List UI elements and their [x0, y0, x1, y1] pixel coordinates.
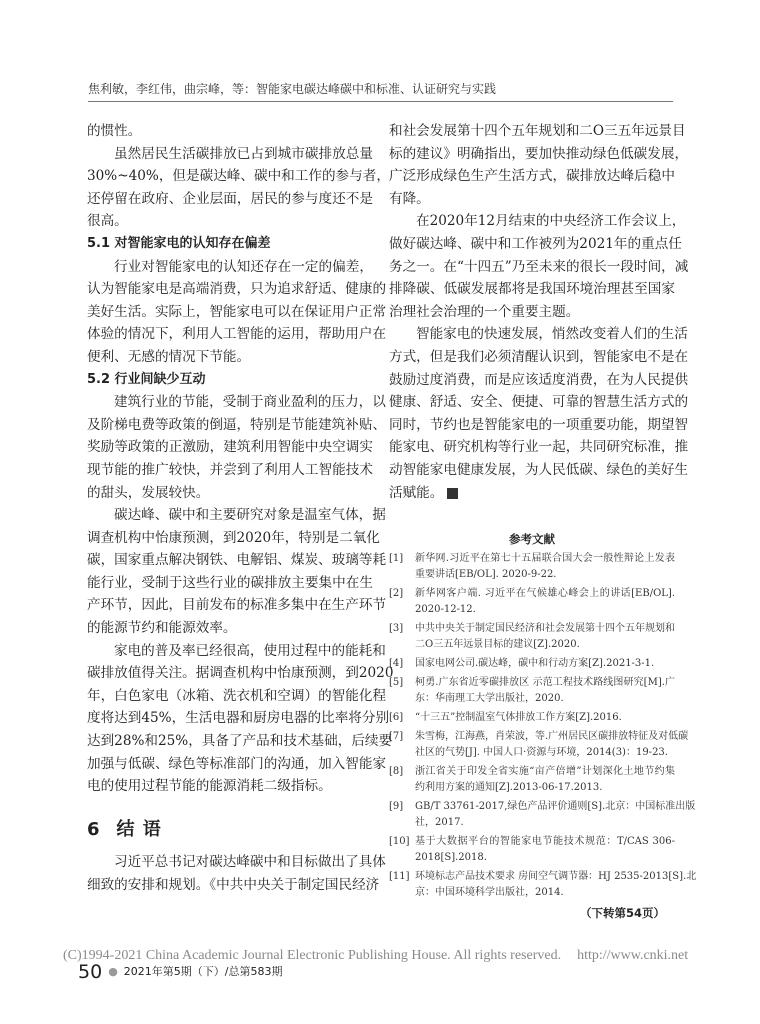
line-text: 虽然居民生活碳排放已占到城市碳排放总量 [114, 145, 373, 162]
copyright-text: (C)1994-2021 China Academic Journal Electronic Publishing House. All rights reserved. [63, 948, 562, 963]
cnki-link[interactable]: http://www.cnki.net [577, 948, 689, 963]
paragraph-line [389, 143, 689, 166]
line-text: 体验的情况下，利用人工智能的运用，帮助用户在 [87, 326, 387, 343]
paragraph-line [87, 256, 373, 279]
line-text: 同时，节约也是智能家电的一项重要功能，期望智 [389, 416, 689, 433]
paragraph-line [389, 482, 675, 505]
line-text: 5.2 行业间缺少互动 [87, 371, 206, 387]
line-text: 调查机构中怡康预测，到2020年，特别是二氧化 [87, 529, 380, 546]
paragraph-line [87, 323, 387, 346]
paragraph-line [389, 233, 682, 256]
section-heading-conclusion [87, 815, 178, 841]
paragraph-line [389, 120, 686, 143]
paragraph-line [87, 459, 373, 482]
line-text: 度将达到45%，生活电器和厨房电器的比率将分别 [87, 710, 390, 727]
continued-note: （下转第54页） [579, 906, 665, 920]
reference-line: GB/T 33761-2017,绿色产品评价通则[S].北京：中国标准出版 [415, 801, 696, 812]
end-mark-icon [447, 488, 458, 499]
reference-item [389, 621, 675, 653]
bullet-icon: ● [108, 965, 118, 978]
paragraph-line [389, 256, 689, 279]
left-column-continued [87, 851, 386, 896]
reference-line: 柯勇.广东省近零碳排放区 示范工程技术路线图研究[M].广 [415, 677, 675, 688]
paragraph-line [389, 323, 688, 346]
line-text: 能行业，受制于这些行业的碳排放主要集中在生 [87, 574, 373, 591]
paragraph-line [87, 775, 373, 798]
line-text: 30%~40%，但是碳达峰、碳中和工作的参与者， [87, 168, 390, 185]
paragraph-line [87, 549, 387, 572]
paragraph-line [87, 753, 387, 776]
line-text: 的甜头，发展较快。 [87, 484, 210, 501]
reference-line: 国家电网公司.碳达峰，碳中和行动方案[Z].2021-3-1. [415, 658, 655, 669]
paragraph-line [87, 527, 380, 550]
paragraph-line [389, 369, 689, 392]
right-column [389, 120, 689, 504]
reference-line: 环境标志产品技术要求 房间空气调节器：HJ 2535-2013[S].北 [415, 871, 697, 882]
reference-line: 朱雪梅，江海燕，肖荣波，等.广州居民区碳排放特征及对低碳 [415, 731, 689, 742]
reference-number: [9] [389, 801, 404, 812]
reference-number: [5] [389, 677, 404, 688]
reference-item [389, 869, 697, 901]
line-text: 行业对智能家电的认知还存在一定的偏差， [114, 258, 373, 275]
line-text: 治理社会治理的一个重要主题。 [389, 303, 580, 320]
paragraph-line [87, 482, 373, 505]
reference-line: 新华网.习近平在第七十五届联合国大会一般性辩论上发表 [415, 553, 675, 564]
reference-text [415, 834, 675, 866]
reference-line: 2020-12-12. [415, 604, 476, 615]
line-text: 细致的安排和规划。《中共中央关于制定国民经济 [87, 876, 380, 893]
line-text: 便利、无感的情况下节能。 [87, 348, 251, 365]
paragraph-line [87, 662, 394, 685]
paragraph-line [87, 391, 386, 414]
line-text: 的惯性。 [87, 123, 142, 139]
reference-line: 重要讲话[EB/OL]. 2020-9-22. [415, 569, 557, 580]
reference-number: [11] [389, 871, 410, 882]
line-text: 标的建议》明确指出，要加快推动绿色低碳发展， [389, 145, 689, 162]
paragraph-line [389, 436, 689, 459]
section-number: 6 [87, 819, 101, 840]
paragraph-line [389, 391, 689, 414]
line-text: 广泛形成绿色生产生活方式，碳排放达峰后稳中 [389, 168, 675, 185]
reference-line: 社区的气势[J]. 中国人口·资源与环境，2014(3)：19-23. [415, 747, 668, 758]
line-text: 排降碳、低碳发展都将是我国环境治理甚至国家 [389, 281, 675, 298]
reference-item [389, 710, 675, 726]
paragraph-line [87, 594, 387, 617]
paragraph-line [87, 301, 387, 324]
paragraph-line [87, 504, 386, 527]
reference-number: [3] [389, 623, 404, 634]
line-text: 动智能家电健康发展，为人民低碳、绿色的美好生 [389, 461, 689, 478]
paragraph-line [87, 143, 373, 166]
reference-line: 2018[S].2018. [415, 852, 487, 863]
line-text: 智能家电的快速发展，悄然改变着人们的生活 [416, 326, 688, 343]
reference-number: [8] [389, 766, 404, 777]
line-text: 建筑行业的节能，受制于商业盈利的压力，以 [114, 394, 386, 411]
reference-item [389, 834, 675, 866]
line-text: 碳，国家重点解决钢铁、电解铝、煤炭、玻璃等耗 [87, 552, 387, 569]
reference-item [389, 656, 675, 672]
paragraph-line [87, 707, 390, 730]
reference-text [415, 799, 695, 831]
reference-number: [6] [389, 712, 404, 723]
reference-item [389, 729, 689, 761]
line-text: 达到28%和25%，具备了产品和技术基础，后续要 [87, 733, 393, 750]
page-number: 50 [78, 961, 103, 983]
reference-number: [1] [389, 553, 404, 564]
paragraph-line [389, 414, 689, 437]
line-text: 很高。 [87, 213, 128, 230]
line-text: 活赋能。 [389, 484, 444, 501]
reference-text [415, 621, 675, 653]
line-text: 能家电、研究机构等行业一起，共同研究标准，推 [389, 439, 689, 456]
paragraph-line [389, 165, 675, 188]
reference-line: 新华网客户端. 习近平在气候雄心峰会上的讲话[EB/OL]. [415, 588, 675, 599]
reference-line: 京：中国环境科学出版社，2014. [415, 887, 564, 898]
line-text: 加强与低碳、绿色等标准部门的沟通，加入智能家 [87, 755, 387, 772]
line-text: 认为智能家电是高端消费，只为追求舒适、健康的 [87, 281, 387, 298]
reference-line: 中共中央关于制定国民经济和社会发展第十四个五年规划和 [415, 623, 675, 634]
line-text: 电的使用过程节能的能源消耗二级指标。 [87, 778, 332, 795]
paragraph-line [87, 210, 373, 233]
subsection-heading [87, 369, 373, 392]
reference-number: [7] [389, 731, 404, 742]
paragraph-line [87, 685, 387, 708]
paragraph-line [87, 436, 373, 459]
reference-item [389, 675, 675, 707]
paragraph-line [87, 278, 387, 301]
subsection-heading [87, 233, 373, 256]
line-text: 方式，但是我们必须清醒认识到，智能家电不是在 [389, 348, 689, 365]
reference-text [415, 675, 675, 707]
line-text: 5.1 对智能家电的认知存在偏差 [87, 235, 271, 251]
reference-text [415, 764, 675, 796]
line-text: 习近平总书记对碳达峰碳中和目标做出了具体 [114, 854, 386, 870]
reference-line: 二O三五年远景目标的建议[Z].2020. [415, 639, 580, 650]
reference-line: 基于大数据平台的智能家电节能技术规范：T/CAS 306- [415, 836, 675, 847]
line-text: 做好碳达峰、碳中和工作被列为2021年的重点任 [389, 235, 682, 252]
paragraph-line [389, 278, 675, 301]
reference-text [415, 729, 688, 761]
line-text: 还停留在政府、企业层面，居民的参与度还不是 [87, 190, 373, 207]
references-title: 参考文献 [509, 532, 555, 546]
line-text: 碳排放值得关注。据调查机构中怡康预测，到2020 [87, 665, 394, 682]
reference-number: [10] [389, 836, 410, 847]
line-text: 碳达峰、碳中和主要研究对象是温室气体，据 [114, 507, 386, 524]
paragraph-line [87, 346, 373, 369]
line-text: 务之一。在“十四五”乃至未来的很长一段时间，减 [389, 258, 689, 275]
paragraph-line [87, 617, 373, 640]
line-text: 和社会发展第十四个五年规划和二O三五年远景目 [389, 123, 686, 139]
line-text: 的能源节约和能源效率。 [87, 620, 237, 637]
reference-text [415, 551, 675, 583]
reference-line: 社，2017. [415, 817, 464, 828]
paragraph-line [87, 874, 380, 897]
paragraph-line [87, 120, 373, 143]
reference-text [415, 869, 696, 901]
reference-item [389, 551, 675, 583]
paragraph-line [389, 346, 689, 369]
reference-text [415, 586, 675, 618]
line-text: 年，白色家电（冰箱、洗衣机和空调）的智能化程 [87, 687, 387, 704]
reference-item [389, 799, 696, 831]
reference-item [389, 586, 675, 618]
line-text: 奖励等政策的正激励，建筑利用智能中央空调实 [87, 439, 373, 456]
line-text: 现节能的推广较快，并尝到了利用人工智能技术 [87, 461, 373, 478]
reference-number: [4] [389, 658, 404, 669]
left-column [87, 120, 394, 798]
paragraph-line [87, 730, 393, 753]
section-title: 结 语 [116, 819, 162, 840]
issue-info: 2021年第5期（下）/总第583期 [123, 965, 283, 978]
line-text: 鼓励过度消费，而是应该适度消费，在为人民提供 [389, 371, 689, 388]
paragraph-line [389, 210, 686, 233]
reference-text [415, 656, 675, 672]
line-text: 产环节，因此，目前发布的标准多集中在生产环节 [87, 597, 387, 614]
line-text: 及阶梯电费等政策的倒逼，特别是节能建筑补贴、 [87, 416, 387, 433]
paragraph-line [87, 414, 387, 437]
paragraph-line [389, 301, 675, 324]
reference-line: 约利用方案的通知[Z].2013-06-17.2013. [415, 782, 603, 793]
reference-text [415, 710, 675, 726]
line-text: 在2020年12月结束的中央经济工作会议上， [416, 213, 686, 230]
paragraph-line [87, 572, 373, 595]
paragraph-line [87, 188, 373, 211]
reference-item [389, 764, 675, 796]
line-text: 家电的普及率已经很高，使用过程中的能耗和 [114, 642, 386, 659]
paragraph-line [389, 459, 689, 482]
page-footer [78, 961, 283, 983]
reference-line: “十三五”控制温室气体排放工作方案[Z].2016. [415, 712, 622, 723]
reference-line: 东：华南理工大学出版社，2020. [415, 693, 564, 704]
line-text: 有降。 [389, 190, 430, 207]
reference-list [389, 551, 697, 904]
line-text: 美好生活。实际上，智能家电可以在保证用户正常 [87, 303, 387, 320]
paragraph-line [87, 851, 386, 874]
paragraph-line [87, 165, 390, 188]
running-header: 焦利敏，李红伟，曲宗峰，等：智能家电碳达峰碳中和标准、认证研究与实践 [88, 80, 673, 102]
paragraph-line [87, 640, 386, 663]
line-text: 健康、舒适、安全、便捷、可靠的智慧生活方式的 [389, 394, 689, 411]
paragraph-line [389, 188, 675, 211]
reference-line: 浙江省关于印发全省实施“亩产倍增”计划深化土地节约集 [415, 766, 675, 777]
reference-number: [2] [389, 588, 404, 599]
